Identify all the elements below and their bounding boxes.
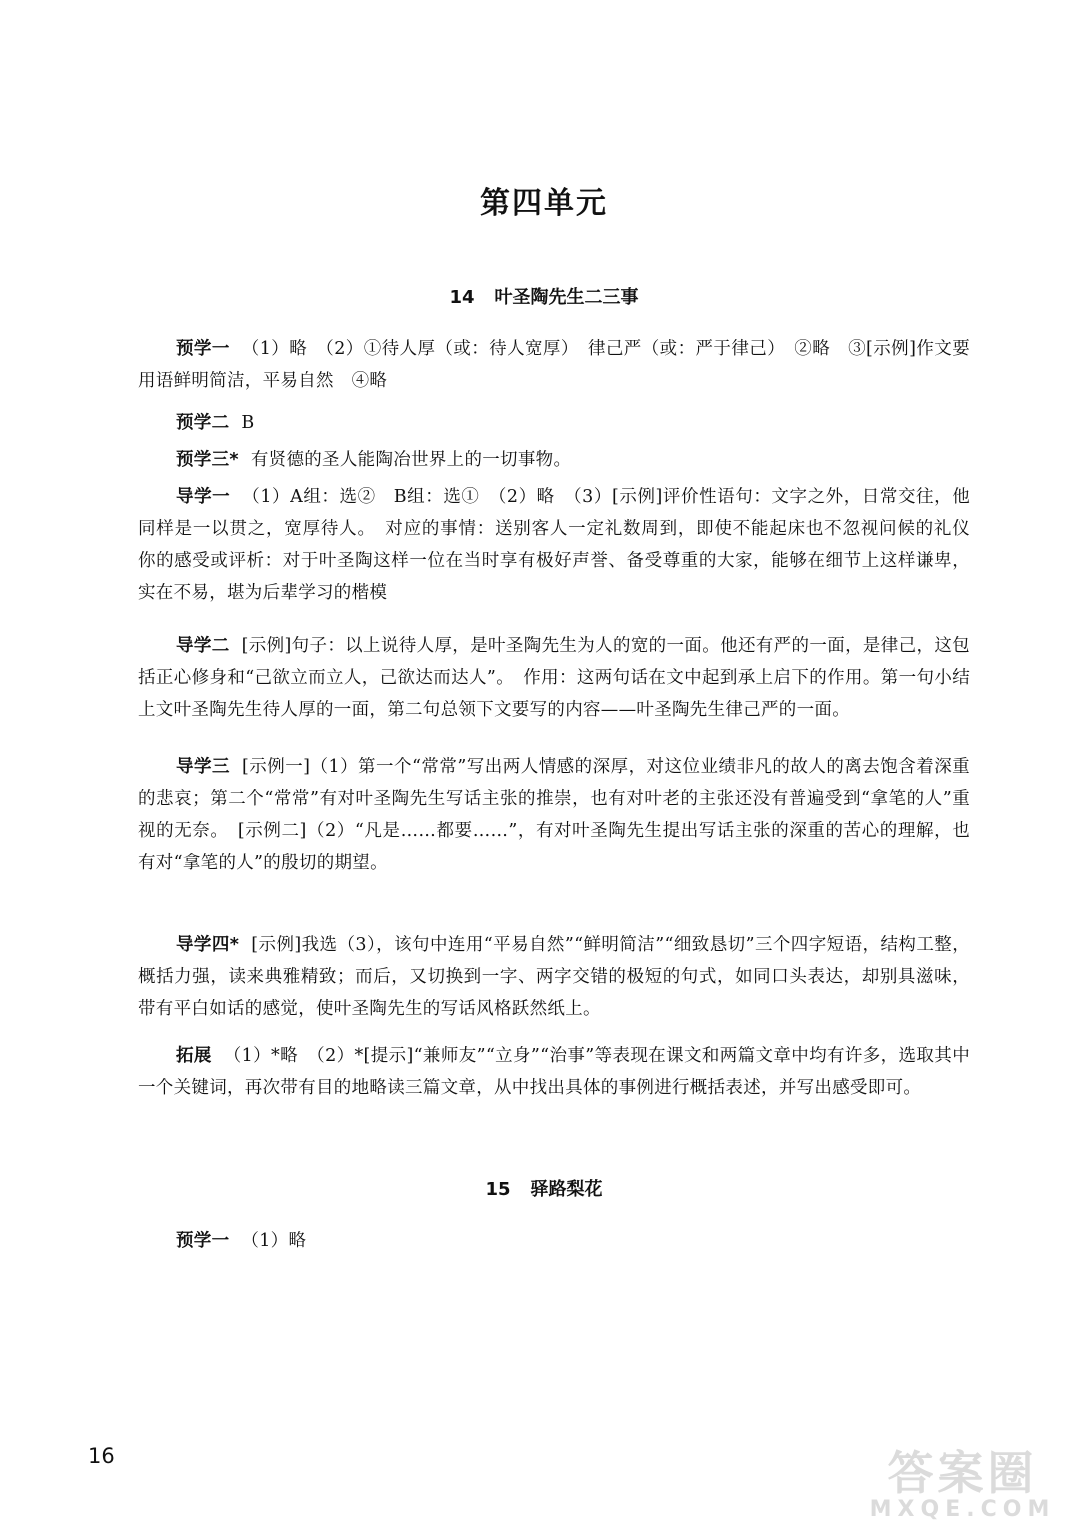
paragraph-daoxue-4: [138, 929, 970, 1025]
lesson-14-title: 叶圣陶先生二三事: [494, 287, 639, 308]
paragraph-text: [示例一]（1）第一个“常常”写出两人情感的深厚，对这位业绩非凡的故人的离去饱含着深重的悲哀；第二个“常常”有对叶圣陶先生写话主张的推崇，也有对叶老的主张还没有普遍受到“拿笔的人”重视的无奈。 [示例二]（2）“凡是……都要……”，有对叶圣陶先生提出写话主张的深重的苦心的理解，也有对“拿笔的人”的殷切的期望。: [138, 757, 970, 873]
paragraph-yuxue-2: [138, 407, 970, 439]
watermark-logo: [855, 1448, 1070, 1528]
paragraph-label: 预学一: [176, 1231, 230, 1251]
lesson-14-number: 14: [449, 287, 475, 308]
lesson-15-title: 驿路梨花: [530, 1179, 603, 1200]
unit-title: 第四单元: [480, 186, 608, 221]
paragraph-label: 预学三*: [176, 450, 239, 470]
paragraph-text: （1）A组：选② B组：选① （2）略 （3）[示例]评价性语句：文字之外，日常交往，他同样是一以贯之，宽厚待人。 对应的事情：送别客人一定礼数周到，即使不能起床也不忽视问候的礼仪 你的感受或评析：对于叶圣陶这样一位在当时享有极好声誉、备受尊重的大家，能够在细节上这样谦卑，实在不易，堪为后辈学习的楷模: [138, 487, 988, 603]
lesson-14-heading: [0, 283, 1088, 309]
lesson-15-number: 15: [485, 1179, 511, 1200]
paragraph-label: 预学二: [176, 413, 230, 433]
paragraph-label: 拓展: [176, 1046, 212, 1066]
paragraph-text: 有贤德的圣人能陶冶世界上的一切事物。: [250, 450, 572, 470]
paragraph-daoxue-3: [138, 751, 970, 879]
paragraph-daoxue-2: [138, 630, 970, 726]
paragraph-yuxue-3: [138, 444, 970, 476]
paragraph-tuozhan: [138, 1040, 970, 1104]
lesson-15-heading: [0, 1175, 1088, 1201]
watermark-bottom-text: MXQE.COM: [869, 1497, 1056, 1522]
paragraph-text: （1）略 （2）①待人厚（或：待人宽厚） 律己严（或：严于律己） ②略 ③[示例]作文要用语鲜明简洁，平易自然 ④略: [138, 339, 970, 391]
watermark-top-text: 答案圈: [887, 1446, 1038, 1500]
paragraph-label: 导学三: [176, 757, 230, 777]
paragraph-text: B: [241, 413, 255, 433]
paragraph-daoxue-1: [138, 481, 988, 609]
paragraph-yuxue-1: [138, 333, 970, 397]
paragraph-lesson15-yuxue-1: [138, 1225, 970, 1257]
paragraph-label: 预学一: [176, 339, 230, 359]
paragraph-label: 导学四*: [176, 935, 240, 955]
paragraph-label: 导学二: [176, 636, 230, 656]
paragraph-text: （1）略: [241, 1231, 307, 1251]
paragraph-text: [示例]我选（3），该句中连用“平易自然”“鲜明简洁”“细致恳切”三个四字短语，结构工整，概括力强，读来典雅精致；而后，又切换到一字、两字交错的极短的句式，如同口头表达，却别具滋味，带有平白如话的感觉，使叶圣陶先生的写话风格跃然纸上。: [138, 935, 970, 1019]
page-number: 16: [88, 1444, 115, 1468]
paragraph-text: [示例]句子：以上说待人厚，是叶圣陶先生为人的宽的一面。他还有严的一面，是律己，这包括正心修身和“己欲立而立人，己欲达而达人”。 作用：这两句话在文中起到承上启下的作用。第一句小结上文叶圣陶先生待人厚的一面，第二句总领下文要写的内容——叶圣陶先生律己严的一面。: [138, 636, 970, 720]
paragraph-label: 导学一: [176, 487, 231, 507]
paragraph-text: （1）*略 （2）*[提示]“兼师友”“立身”“治事”等表现在课文和两篇文章中均有许多，选取其中一个关键词，再次带有目的地略读三篇文章，从中找出具体的事例进行概括表述，并写出感受即可。: [138, 1046, 970, 1098]
